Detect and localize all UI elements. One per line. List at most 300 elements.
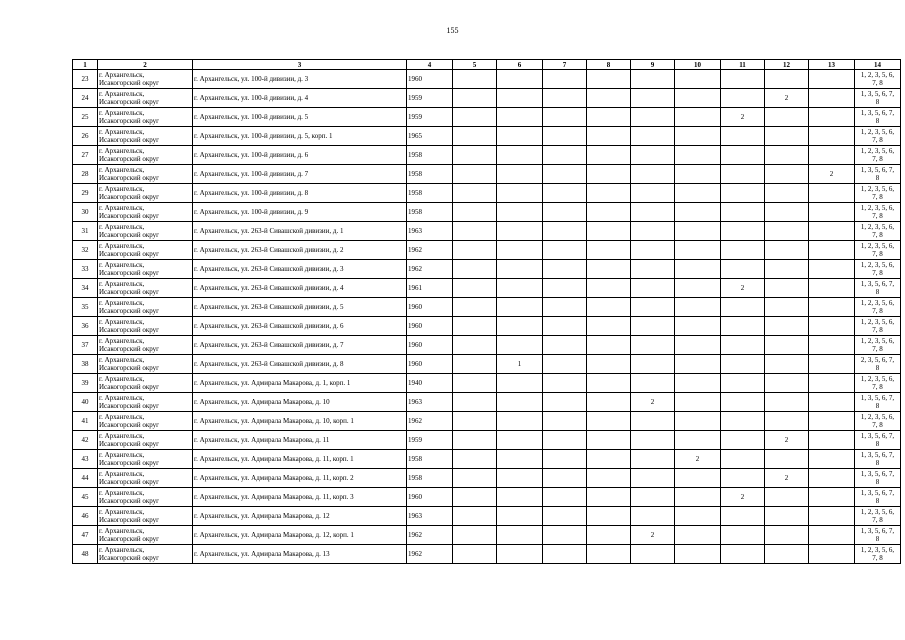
column-5-cell [453,89,497,108]
codes-line: 7, 8 [872,250,883,258]
codes-line: 7, 8 [872,421,883,429]
address-cell: г. Архангельск, ул. Адмирала Макарова, д. 11, корп. 2 [193,469,407,488]
location-line: г. Архангельск, [99,413,145,421]
column-8-cell [587,89,631,108]
column-9-cell [631,108,675,127]
column-6-cell [497,127,543,146]
column-8-cell [587,488,631,507]
codes-cell [855,260,901,279]
codes-line: 7, 8 [872,212,883,220]
column-5-cell [453,70,497,89]
housing-register-table [72,59,901,564]
codes-line: 8 [875,497,880,505]
address-cell: г. Архангельск, ул. 263-й Сивашской дивизии, д. 5 [193,298,407,317]
column-8-cell [587,203,631,222]
codes-line: 7, 8 [872,231,883,239]
address-cell: г. Архангельск, ул. 100-й дивизии, д. 9 [193,203,407,222]
column-9-cell [631,260,675,279]
column-13-cell [809,374,855,393]
column-12-cell [765,184,809,203]
column-11-cell [721,70,765,89]
row-number: 36 [73,317,98,336]
location-cell [98,298,193,317]
address-cell: г. Архангельск, ул. 100-й дивизии, д. 6 [193,146,407,165]
column-header: 12 [765,60,809,70]
row-number: 25 [73,108,98,127]
column-8-cell [587,298,631,317]
location-cell [98,507,193,526]
column-5-cell [453,393,497,412]
location-line: Исакогорский округ [99,383,160,391]
column-8-cell [587,355,631,374]
column-5-cell [453,203,497,222]
column-6-cell [497,412,543,431]
table-row [73,374,901,393]
column-8-cell [587,545,631,564]
location-line: г. Архангельск, [99,261,145,269]
codes-cell [855,222,901,241]
location-line: г. Архангельск, [99,71,145,79]
codes-line: 8 [875,288,880,296]
column-10-cell [675,127,721,146]
column-10-cell [675,545,721,564]
location-cell [98,70,193,89]
column-7-cell [543,108,587,127]
location-cell [98,393,193,412]
location-line: г. Архангельск, [99,337,145,345]
table-row [73,507,901,526]
row-number: 46 [73,507,98,526]
column-header: 6 [497,60,543,70]
year-cell: 1962 [407,260,453,279]
year-cell: 1959 [407,89,453,108]
address-cell: г. Архангельск, ул. 100-й дивизии, д. 8 [193,184,407,203]
column-6-cell [497,469,543,488]
column-10-cell [675,488,721,507]
column-5-cell [453,127,497,146]
table-row [73,450,901,469]
codes-line: 1, 2, 3, 5, 6, [860,185,895,193]
location-line: Исакогорский округ [99,516,160,524]
column-11-cell [721,393,765,412]
year-cell: 1958 [407,146,453,165]
column-9-cell [631,279,675,298]
column-11-cell [721,507,765,526]
column-11-cell [721,469,765,488]
column-12-cell: 2 [765,431,809,450]
column-7-cell [543,355,587,374]
column-6-cell [497,146,543,165]
column-12-cell: 2 [765,469,809,488]
table-row [73,146,901,165]
column-5-cell [453,241,497,260]
column-10-cell [675,203,721,222]
column-13-cell [809,469,855,488]
location-cell [98,222,193,241]
codes-cell [855,336,901,355]
location-cell [98,355,193,374]
codes-cell [855,203,901,222]
page-number: 155 [446,26,459,35]
codes-line: 1, 2, 3, 5, 6, [860,318,895,326]
column-7-cell [543,260,587,279]
year-cell: 1963 [407,222,453,241]
location-line: г. Архангельск, [99,508,145,516]
address-cell: г. Архангельск, ул. 100-й дивизии, д. 3 [193,70,407,89]
codes-line: 8 [875,364,880,372]
table-row [73,469,901,488]
location-line: г. Архангельск, [99,546,145,554]
year-cell: 1963 [407,507,453,526]
location-line: г. Архангельск, [99,242,145,250]
column-13-cell [809,507,855,526]
address-cell: г. Архангельск, ул. Адмирала Макарова, д. 12 [193,507,407,526]
column-5-cell [453,298,497,317]
codes-cell [855,298,901,317]
codes-cell [855,127,901,146]
column-12-cell [765,507,809,526]
codes-line: 1, 2, 3, 5, 6, [860,128,895,136]
location-cell [98,165,193,184]
column-7-cell [543,336,587,355]
column-6-cell [497,431,543,450]
table-row [73,108,901,127]
column-7-cell [543,203,587,222]
table-row [73,260,901,279]
column-13-cell [809,545,855,564]
column-6-cell [497,241,543,260]
column-13-cell [809,146,855,165]
column-5-cell [453,165,497,184]
column-6-cell [497,70,543,89]
column-7-cell [543,374,587,393]
column-7-cell [543,70,587,89]
column-9-cell [631,412,675,431]
column-7-cell [543,450,587,469]
table-row [73,70,901,89]
column-8-cell [587,108,631,127]
column-7-cell [543,89,587,108]
column-12-cell [765,298,809,317]
year-cell: 1958 [407,165,453,184]
codes-line: 1, 2, 3, 5, 6, [860,223,895,231]
column-5-cell [453,412,497,431]
row-number: 27 [73,146,98,165]
row-number: 24 [73,89,98,108]
row-number: 47 [73,526,98,545]
column-5-cell [453,279,497,298]
location-line: Исакогорский округ [99,497,160,505]
codes-line: 1, 2, 3, 5, 6, [860,204,895,212]
column-12-cell [765,146,809,165]
column-12-cell: 2 [765,89,809,108]
column-10-cell [675,412,721,431]
row-number: 45 [73,488,98,507]
location-line: г. Архангельск, [99,470,145,478]
column-13-cell [809,70,855,89]
column-11-cell [721,89,765,108]
column-11-cell [721,184,765,203]
codes-cell [855,317,901,336]
year-cell: 1958 [407,203,453,222]
year-cell: 1958 [407,184,453,203]
address-cell: г. Архангельск, ул. 100-й дивизии, д. 5 [193,108,407,127]
location-line: Исакогорский округ [99,459,160,467]
table-row [73,165,901,184]
column-12-cell [765,545,809,564]
year-cell: 1960 [407,336,453,355]
address-cell: г. Архангельск, ул. 263-й Сивашской дивизии, д. 3 [193,260,407,279]
column-11-cell [721,222,765,241]
column-header: 1 [73,60,98,70]
codes-line: 7, 8 [872,79,883,87]
column-6-cell [497,507,543,526]
codes-line: 1, 2, 3, 5, 6, [860,337,895,345]
location-cell [98,108,193,127]
column-10-cell [675,165,721,184]
year-cell: 1960 [407,488,453,507]
column-10-cell [675,70,721,89]
location-cell [98,146,193,165]
location-cell [98,526,193,545]
column-8-cell [587,241,631,260]
column-8-cell [587,374,631,393]
codes-line: 1, 2, 3, 5, 6, [860,546,895,554]
location-line: Исакогорский округ [99,402,160,410]
year-cell: 1958 [407,450,453,469]
table-row [73,488,901,507]
address-cell: г. Архангельск, ул. 263-й Сивашской дивизии, д. 1 [193,222,407,241]
column-11-cell [721,450,765,469]
row-number: 32 [73,241,98,260]
codes-line: 1, 2, 3, 5, 6, [860,71,895,79]
column-5-cell [453,507,497,526]
codes-line: 1, 2, 3, 5, 6, [860,299,895,307]
column-6-cell [497,393,543,412]
location-cell [98,488,193,507]
column-5-cell [453,146,497,165]
codes-line: 1, 3, 5, 6, 7, [860,90,895,98]
location-cell [98,279,193,298]
column-9-cell: 2 [631,526,675,545]
location-line: Исакогорский округ [99,421,160,429]
column-9-cell [631,70,675,89]
year-cell: 1960 [407,70,453,89]
year-cell: 1960 [407,298,453,317]
column-12-cell [765,241,809,260]
column-5-cell [453,260,497,279]
column-7-cell [543,469,587,488]
codes-line: 7, 8 [872,269,883,277]
row-number: 41 [73,412,98,431]
location-line: г. Архангельск, [99,318,145,326]
column-8-cell [587,127,631,146]
location-line: Исакогорский округ [99,535,160,543]
location-line: г. Архангельск, [99,489,145,497]
column-12-cell [765,450,809,469]
location-line: г. Архангельск, [99,147,145,155]
column-10-cell [675,355,721,374]
header-row [73,60,901,70]
address-cell: г. Архангельск, ул. Адмирала Макарова, д. 10, корп. 1 [193,412,407,431]
location-line: Исакогорский округ [99,478,160,486]
column-11-cell [721,412,765,431]
column-9-cell [631,222,675,241]
column-header: 4 [407,60,453,70]
column-11-cell: 2 [721,108,765,127]
column-12-cell [765,222,809,241]
column-8-cell [587,336,631,355]
column-7-cell [543,279,587,298]
column-10-cell [675,222,721,241]
row-number: 33 [73,260,98,279]
location-line: г. Архангельск, [99,166,145,174]
table-row [73,184,901,203]
column-9-cell [631,241,675,260]
location-cell [98,412,193,431]
table-row [73,355,901,374]
column-10-cell [675,317,721,336]
column-11-cell [721,127,765,146]
location-cell [98,260,193,279]
column-8-cell [587,431,631,450]
column-11-cell [721,317,765,336]
codes-line: 1, 2, 3, 5, 6, [860,508,895,516]
codes-line: 1, 3, 5, 6, 7, [860,432,895,440]
column-11-cell [721,298,765,317]
column-10-cell [675,298,721,317]
row-number: 30 [73,203,98,222]
column-9-cell [631,507,675,526]
location-cell [98,336,193,355]
year-cell: 1961 [407,279,453,298]
codes-cell [855,507,901,526]
column-7-cell [543,317,587,336]
codes-cell [855,431,901,450]
column-5-cell [453,355,497,374]
codes-line: 1, 3, 5, 6, 7, [860,470,895,478]
table-row [73,526,901,545]
location-line: Исакогорский округ [99,231,160,239]
codes-cell [855,184,901,203]
location-line: г. Архангельск, [99,90,145,98]
column-header: 9 [631,60,675,70]
table-row [73,241,901,260]
codes-cell [855,526,901,545]
column-7-cell [543,393,587,412]
column-12-cell [765,279,809,298]
codes-line: 1, 3, 5, 6, 7, [860,394,895,402]
location-line: Исакогорский округ [99,269,160,277]
column-11-cell [721,336,765,355]
column-8-cell [587,222,631,241]
row-number: 37 [73,336,98,355]
column-12-cell [765,374,809,393]
location-line: г. Архангельск, [99,394,145,402]
location-line: Исакогорский округ [99,554,160,562]
year-cell: 1958 [407,469,453,488]
column-13-cell [809,260,855,279]
column-6-cell [497,298,543,317]
column-13-cell: 2 [809,165,855,184]
column-8-cell [587,393,631,412]
column-13-cell [809,241,855,260]
table-row [73,412,901,431]
location-line: г. Архангельск, [99,299,145,307]
column-5-cell [453,431,497,450]
column-11-cell [721,545,765,564]
row-number: 38 [73,355,98,374]
location-line: г. Архангельск, [99,128,145,136]
column-5-cell [453,469,497,488]
codes-line: 2, 3, 5, 6, 7, [860,356,895,364]
location-line: г. Архангельск, [99,204,145,212]
column-11-cell [721,526,765,545]
codes-line: 7, 8 [872,155,883,163]
column-6-cell [497,545,543,564]
column-13-cell [809,488,855,507]
column-5-cell [453,222,497,241]
column-6-cell [497,526,543,545]
column-13-cell [809,279,855,298]
column-13-cell [809,127,855,146]
column-6-cell [497,488,543,507]
table-row [73,222,901,241]
codes-line: 1, 3, 5, 6, 7, [860,280,895,288]
column-10-cell [675,146,721,165]
address-cell: г. Архангельск, ул. Адмирала Макарова, д. 11, корп. 3 [193,488,407,507]
column-12-cell [765,127,809,146]
codes-line: 1, 2, 3, 5, 6, [860,147,895,155]
column-11-cell [721,146,765,165]
year-cell: 1962 [407,526,453,545]
column-13-cell [809,203,855,222]
column-10-cell [675,526,721,545]
codes-cell [855,355,901,374]
table-row [73,298,901,317]
column-header: 14 [855,60,901,70]
column-7-cell [543,412,587,431]
column-11-cell: 2 [721,488,765,507]
column-11-cell: 2 [721,279,765,298]
column-7-cell [543,127,587,146]
address-cell: г. Архангельск, ул. 263-й Сивашской дивизии, д. 7 [193,336,407,355]
column-10-cell [675,374,721,393]
year-cell: 1963 [407,393,453,412]
column-7-cell [543,507,587,526]
column-6-cell [497,279,543,298]
column-6-cell [497,165,543,184]
location-line: г. Архангельск, [99,223,145,231]
column-9-cell [631,355,675,374]
codes-line: 7, 8 [872,326,883,334]
table-row [73,203,901,222]
column-9-cell [631,469,675,488]
column-8-cell [587,412,631,431]
codes-cell [855,108,901,127]
row-number: 35 [73,298,98,317]
table-row [73,279,901,298]
column-8-cell [587,317,631,336]
column-5-cell [453,450,497,469]
codes-line: 8 [875,459,880,467]
column-header: 5 [453,60,497,70]
column-5-cell [453,184,497,203]
location-cell [98,89,193,108]
column-9-cell [631,203,675,222]
column-9-cell [631,89,675,108]
column-11-cell [721,260,765,279]
